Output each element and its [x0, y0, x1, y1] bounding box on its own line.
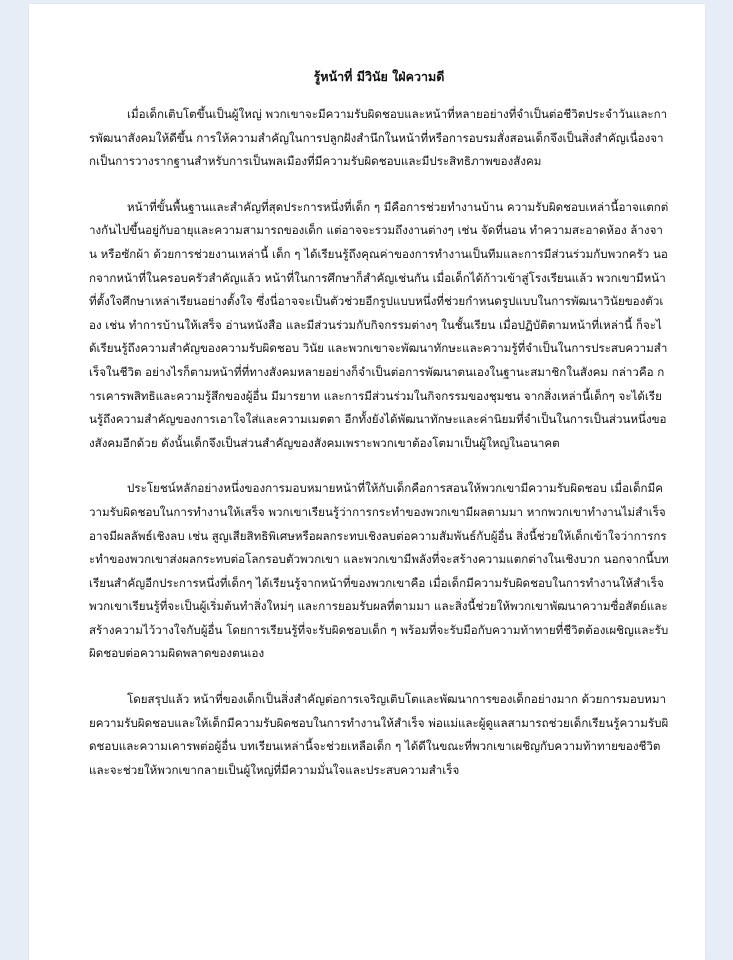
paragraph-duties: หน้าที่ขั้นพื้นฐานและสำคัญที่สุดประการหนึ่งที่เด็ก ๆ มีคือการช่วยทำงานบ้าน ความรับผิดชอบเหล่านี้อาจแตกต่างกันไปขึ้นอยู่กับอายุและความสามารถของเด็ก แต่อาจจะรวมถึงงานต่างๆ เช่น จัดที่นอน ทำความสะอาดห้อง ล้างจาน หรือซักผ้า ด้วยการช่วยงานเหล่านี้ เด็ก ๆ ได้เรียนรู้ถึงคุณค่าของการทำงานเป็นทีมและการมีส่วนร่วมกับพวกครัว นอกจากหน้าที่ในครอบครัวสำคัญแล้ว หน้าที่ในการศึกษาก็สำคัญเช่นกัน เมื่อเด็กได้ก้าวเข้าสู่โรงเรียนแล้ว พวกเขามีหน้าที่ตั้งใจศึกษาเหล่าเรียนอย่างตั้งใจ ซึ่งนี่อาจจะเป็นตัวช่วยอีกรูปแบบหนึ่งที่ช่วยกำหนดรูปแบบในการพัฒนาวินัยของตัวเอง เช่น ทำการบ้านให้เสร็จ อ่านหนังสือ และมีส่วนร่วมกับกิจกรรมต่างๆ ในชั้นเรียน เมื่อปฏิบัติตามหน้าที่เหล่านี้ ก็จะได้เรียนรู้ถึงความสำคัญของความรับผิดชอบ วินัย และพวกเขาจะพัฒนาทักษะและความรู้ที่จำเป็นในการประสบความสำเร็จในชีวิต อย่างไรก็ตามหน้าที่ที่ทางสังคมหลายอย่างก็จำเป็นต่อการพัฒนาตนเองในฐานะสมาชิกในสังคม กล่าวคือ การเคารพสิทธิและความรู้สึกของผู้อื่น มีมารยาท และการมีส่วนร่วมในกิจกรรมของชุมชน จากสิ่งเหล่านี้เด็กๆ จะได้เรียนรู้ถึงความสำคัญของการเอาใจใส่และความเมตตา อีกทั้งยังได้พัฒนาทักษะและค่านิยมที่จำเป็นในการเป็นส่วนหนึ่งของสังคมอีกด้วย ดังนั้นเด็กจึงเป็นส่วนสำคัญของสังคมเพราะพวกเขาต้องโตมาเป็นผู้ใหญ่ในอนาคต — [89, 199, 669, 450]
paragraph-intro: เมื่อเด็กเติบโตขึ้นเป็นผู้ใหญ่ พวกเขาจะมีความรับผิดชอบและหน้าที่หลายอย่างที่จำเป็นต่อชีวิตประจำวันและการพัฒนาสังคมให้ดีขึ้น การให้ความสำคัญในการปลูกฝังสำนึกในหน้าที่หรือการอบรมสั่งสอนเด็กจึงเป็นสิ่งสำคัญเนื่องจากเป็นการวางรากฐานสำหรับการเป็นพลเมืองที่มีความรับผิดชอบและมีประสิทธิภาพของสังคม — [89, 107, 668, 169]
document-title: รู้หน้าที่ มีวินัย ใฝ่ความดี — [313, 69, 445, 84]
document-page — [29, 4, 705, 960]
document-body — [89, 66, 669, 804]
paragraph-conclusion: โดยสรุปแล้ว หน้าที่ของเด็กเป็นสิ่งสำคัญต่อการเจริญเติบโตและพัฒนาการของเด็กอย่างมาก ด้วยการมอบหมายความรับผิดชอบและให้เด็กมีความรับผิดชอบในการทำงานให้สำเร็จ พ่อแม่และผู้ดูแลสามารถช่วยเด็กเรียนรู้ความรับผิดชอบและความเคารพต่อผู้อื่น บทเรียนเหล่านี้จะช่วยเหลือเด็ก ๆ ได้ดีในขณะที่พวกเขาเผชิญกับความท้าทายของชีวิต และจะช่วยให้พวกเขากลายเป็นผู้ใหญ่ที่มีความมั่นใจและประสบความสำเร็จ — [89, 692, 669, 777]
paragraph-benefits: ประโยชน์หลักอย่างหนึ่งของการมอบหมายหน้าที่ให้กับเด็กคือการสอนให้พวกเขามีความรับผิดชอบ เมื่อเด็กมีความรับผิดชอบในการทำงานให้เสร็จ พวกเขาเรียนรู้ว่าการกระทำของพวกเขามีผลตามมา หากพวกเขาทำงานไม่สำเร็จ อาจมีผลลัพธ์เชิงลบ เช่น สูญเสียสิทธิพิเศษหรือผลกระทบเชิงลบต่อความสัมพันธ์กับผู้อื่น สิ่งนี้ช่วยให้เด็กเข้าใจว่าการกระทำของพวกเขาส่งผลกระทบต่อโลกรอบตัวพวกเขา และพวกเขามีพลังที่จะสร้างความแตกต่างในเชิงบวก นอกจากนี้บทเรียนสำคัญอีกประการหนึ่งที่เด็กๆ ได้เรียนรู้จากหน้าที่ของพวกเขาคือ เมื่อเด็กมีความรับผิดชอบในการทำงานให้สำเร็จ พวกเขาเรียนรู้ที่จะเป็นผู้เริ่มต้นทำสิ่งใหม่ๆ และการยอมรับผลที่ตามมา และสิ่งนี้ช่วยให้พวกเขาพัฒนาความซื่อสัตย์และสร้างความไว้วางใจกับผู้อื่น โดยการเรียนรู้ที่จะรับผิดชอบเด็ก ๆ พร้อมที่จะรับมือกับความท้าทายที่ชีวิตต้องเผชิญและรับผิดชอบต่อความผิดพลาดของตนเอง — [89, 481, 669, 661]
